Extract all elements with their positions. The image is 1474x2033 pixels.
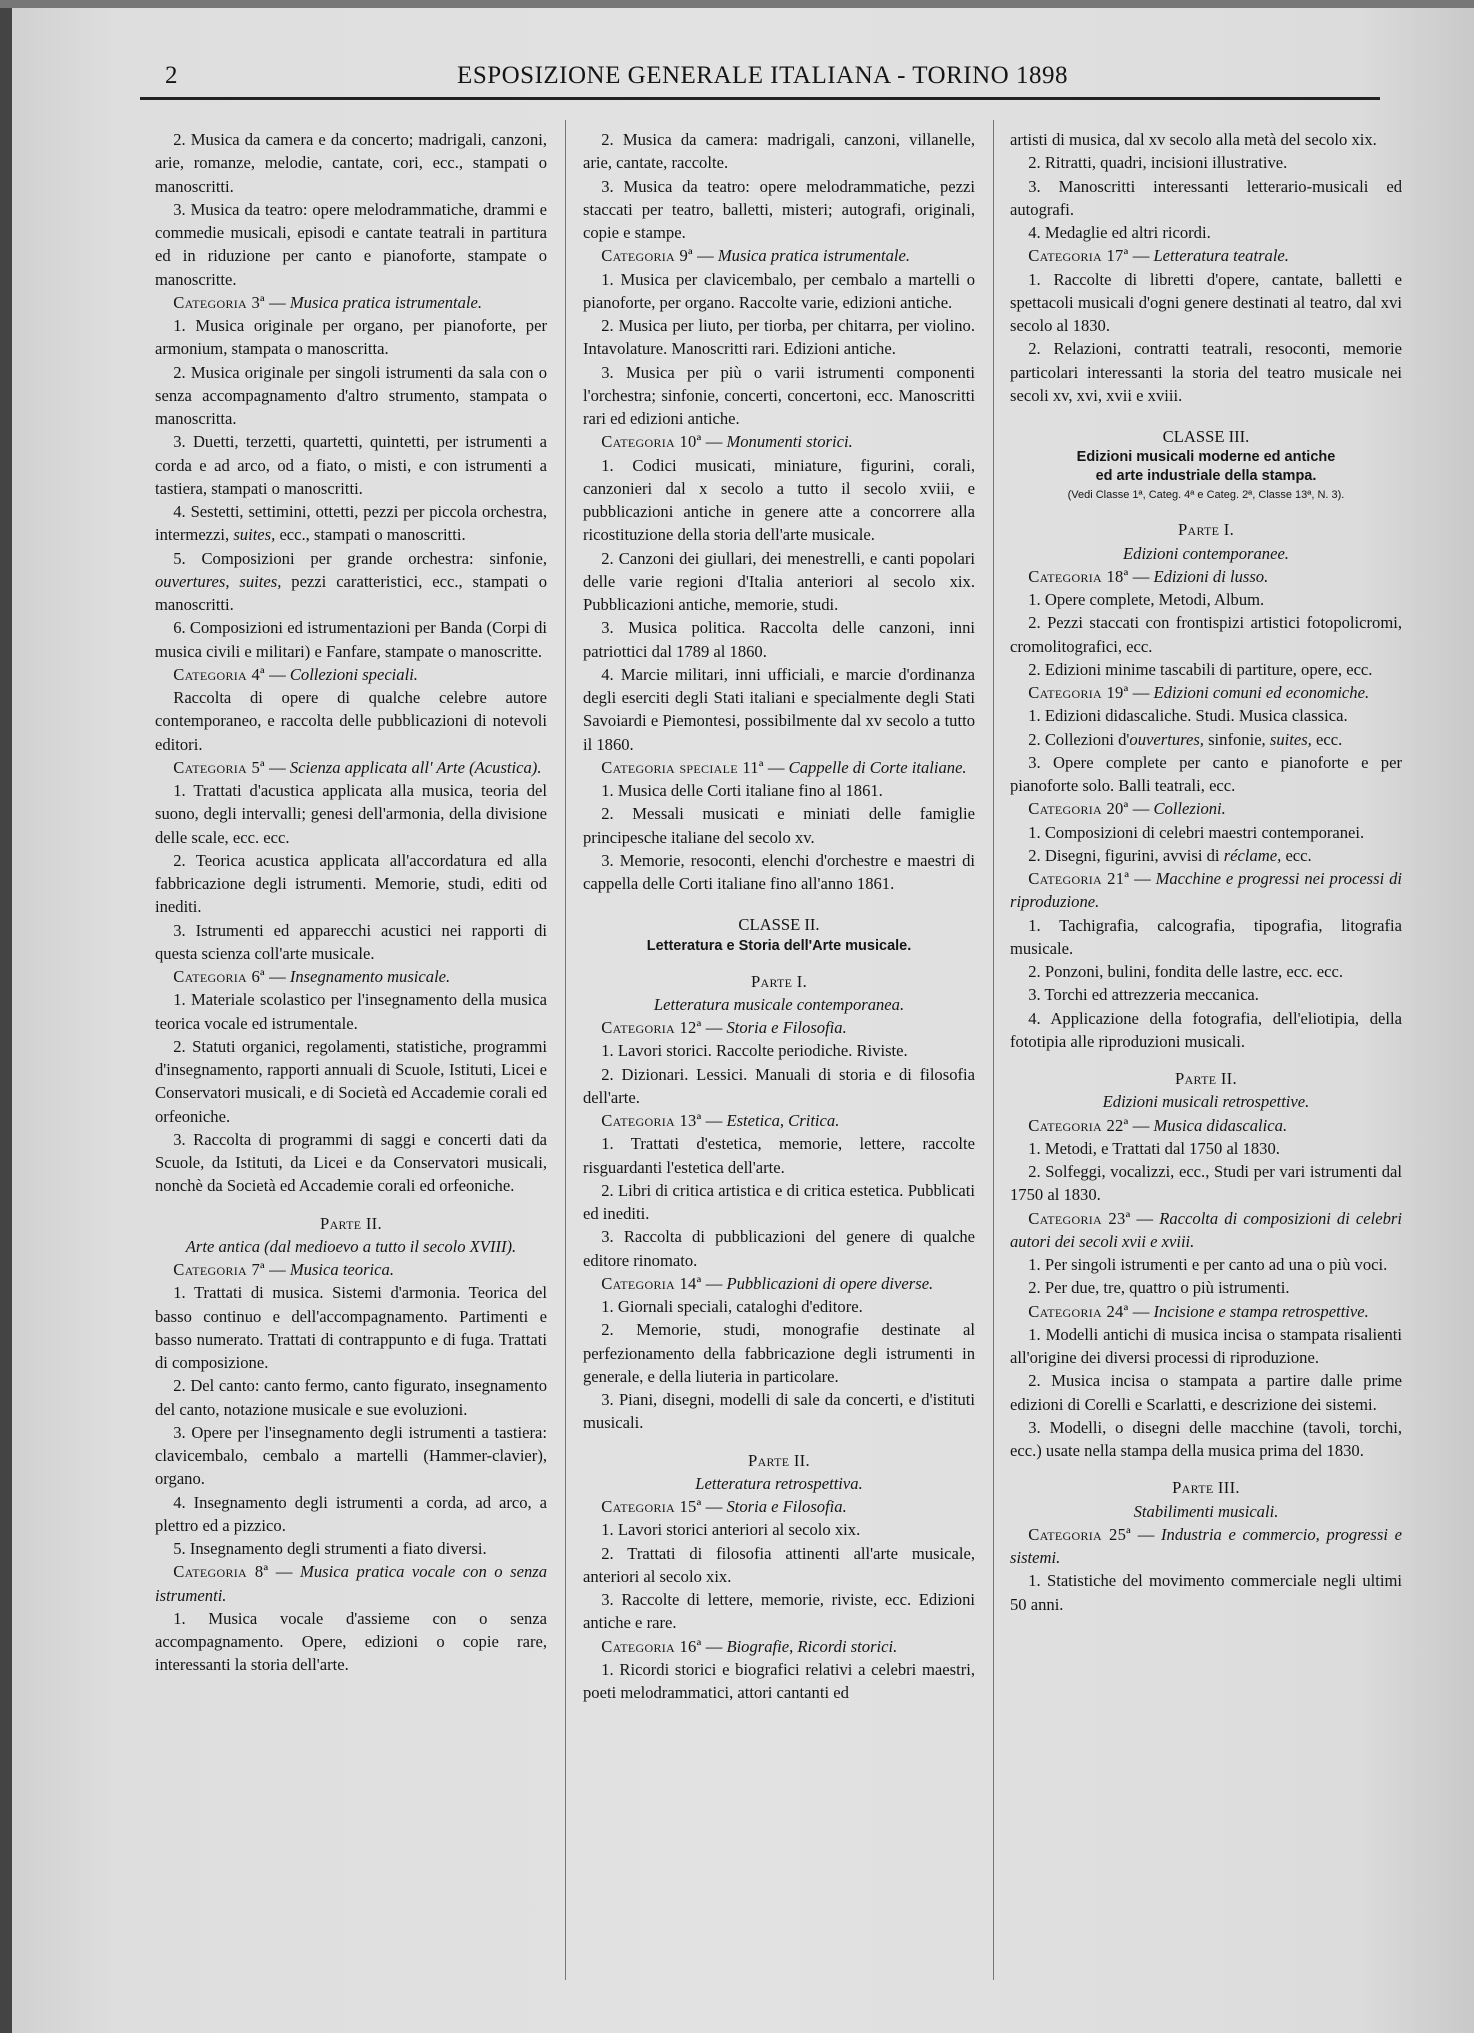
- paragraph: [155, 547, 547, 617]
- category-label: Categoria speciale 11ª: [601, 757, 764, 777]
- category-label: Categoria 16ª: [601, 1636, 702, 1656]
- category-heading: Categoria 12ª — Storia e Filosofia.: [601, 1018, 847, 1037]
- class-label: CLASSE III.: [1162, 427, 1250, 446]
- category-label: Categoria 18ª: [1028, 566, 1129, 586]
- paragraph: 1. Musica delle Corti italiane fino al 1861.: [601, 781, 883, 800]
- category-label: Categoria 15ª: [601, 1497, 702, 1516]
- column-1: [155, 128, 547, 1677]
- paragraph: 3. Duetti, terzetti, quartetti, quintetti, per istrumenti a corda e ad arco, od a fiato, o misti, e con istrumenti a tastiera, stampati o manoscritti.: [155, 432, 547, 498]
- paragraph: 2. Ponzoni, bulini, fondita delle lastre, ecc. ecc.: [1028, 962, 1343, 981]
- paragraph: 3. Raccolta di pubblicazioni del genere di qualche editore rinomato.: [583, 1227, 975, 1270]
- paragraph: 2. Solfeggi, vocalizzi, ecc., Studi per vari istrumenti dal 1750 al 1830.: [1010, 1162, 1402, 1205]
- paragraph: 2. Musica da camera: madrigali, canzoni, villanelle, arie, cantate, raccolte.: [583, 130, 975, 173]
- paragraph: 1. Per singoli istrumenti e per canto ad una o più voci.: [1028, 1255, 1388, 1274]
- category-title: Storia e Filosofia.: [726, 1018, 847, 1037]
- category-title: Industria e commercio, progressi e sistemi.: [1010, 1524, 1402, 1567]
- column-divider: [993, 120, 994, 1980]
- category-heading: Categoria 22ª — Musica didascalica.: [1028, 1115, 1288, 1135]
- paragraph: 3. Torchi ed attrezzeria meccanica.: [1028, 985, 1259, 1005]
- paragraph: 3. Istrumenti ed apparecchi acustici nei rapporti di questa scienza coll'arte musicale.: [155, 920, 547, 963]
- section-label: Parte II.: [748, 1450, 810, 1470]
- category-label: Categoria 23ª: [1028, 1208, 1131, 1228]
- paragraph: 1. Opere complete, Metodi, Album.: [1028, 590, 1265, 609]
- category-title: Estetica, Critica.: [726, 1111, 840, 1130]
- category-title: Incisione e stampa retrospettive.: [1153, 1301, 1369, 1321]
- section-label: Parte II.: [320, 1213, 382, 1233]
- category-title: Pubblicazioni di opere diverse.: [726, 1273, 934, 1293]
- category-label: Categoria 14ª: [601, 1273, 702, 1293]
- text-run: ecc., stampati o manoscritti.: [279, 525, 466, 545]
- category-title: Macchine e progressi nei processi di riproduzione.: [1010, 869, 1402, 912]
- paragraph: 1. Trattati di musica. Sistemi d'armonia. Teorica del basso continuo e dell'accompagnamento. Partimenti e basso numerato. Trattati di contrappunto e di fuga. Trattati di composizione.: [155, 1283, 547, 1372]
- category-heading: Categoria 13ª — Estetica, Critica.: [601, 1111, 840, 1130]
- category-label: Categoria 7ª: [173, 1260, 265, 1279]
- paragraph: 3. Opere complete per canto e pianoforte e per pianoforte solo. Balli teatrali, ecc.: [1010, 752, 1402, 795]
- paragraph: 3. Memorie, resoconti, elenchi d'orchestre e maestri di cappella delle Corti italiane fino all'anno 1861.: [583, 850, 975, 893]
- section-title: Letteratura retrospettiva.: [695, 1473, 863, 1493]
- category-title: Musica teorica.: [289, 1260, 394, 1279]
- category-title: Musica pratica istrumentale.: [717, 246, 911, 266]
- scan-edge-left: [0, 0, 12, 2033]
- class-name: Edizioni musicali moderne ed antiche: [1076, 449, 1336, 466]
- text-run: réclame,: [1223, 845, 1282, 865]
- paragraph: 3. Piani, disegni, modelli di sale da concerti, e d'istituti musicali.: [583, 1390, 975, 1433]
- category-heading: Categoria 19ª — Edizioni comuni ed economiche.: [1028, 683, 1370, 702]
- category-heading: Categoria 6ª — Insegnamento musicale.: [173, 967, 451, 986]
- scan-edge-top: [0, 0, 1474, 8]
- paragraph: 1. Raccolte di libretti d'opere, cantate, balletti e spettacoli musicali d'ogni genere destinati al teatro, dal xvi secolo al 1830.: [1010, 269, 1402, 335]
- paragraph: 3. Raccolta di programmi di saggi e concerti dati da Scuole, da Istituti, da Licei e da Conservatori musicali, nonchè da Società ed Accademie corali ed orfeoniche.: [155, 1129, 547, 1196]
- category-title: Musica pratica vocale con o senza istrumenti.: [155, 1562, 548, 1605]
- category-title: Musica didascalica.: [1153, 1115, 1288, 1135]
- category-heading: Categoria 3ª — Musica pratica istrumentale.: [173, 292, 483, 312]
- category-heading: Categoria 7ª — Musica teorica.: [173, 1260, 394, 1279]
- paragraph: 5. Insegnamento degli strumenti a fiato diversi.: [173, 1539, 487, 1558]
- paragraph: 3. Musica politica. Raccolta delle canzoni, inni patriottici dal 1789 al 1860.: [583, 618, 975, 661]
- paragraph: 2. Statuti organici, regolamenti, statistiche, programmi d'insegnamento, rapporti annuali di Scuole, Istituti, Licei e Conservatori musicali, e di Società ed Accademie corali ed orfeoniche.: [155, 1036, 547, 1126]
- category-label: Categoria 13ª: [601, 1111, 702, 1130]
- paragraph: 3. Manoscritti interessanti letterario-musicali ed autografi.: [1010, 176, 1402, 219]
- category-heading: Categoria 20ª — Collezioni.: [1028, 799, 1226, 819]
- paragraph: 2. Musica incisa o stampata a partire dalle prime edizioni di Corelli e Scarlatti, e descrizione dei sistemi.: [1010, 1371, 1402, 1414]
- section-title: Stabilimenti musicali.: [1133, 1501, 1279, 1521]
- text-run: pezzi caratteristici, ecc., stampati o manoscritti.: [155, 571, 547, 614]
- category-heading: Categoria 4ª — Collezioni speciali.: [173, 664, 418, 684]
- paragraph: 1. Giornali speciali, cataloghi d'editore.: [601, 1297, 863, 1316]
- paragraph: [155, 500, 547, 547]
- category-label: Categoria 8ª: [173, 1562, 269, 1582]
- category-label: Categoria 24ª: [1028, 1301, 1129, 1321]
- category-label: Categoria 4ª: [173, 664, 265, 684]
- category-heading: Categoria speciale 11ª — Cappelle di Corte italiane.: [601, 757, 967, 777]
- paragraph: 2. Messali musicati e miniati delle famiglie principesche italiane del secolo xv.: [583, 804, 975, 847]
- spacer: [1010, 407, 1402, 415]
- paragraph: 1. Musica per clavicembalo, per cembalo a martelli o pianoforte, per organo. Raccolte varie, edizioni antiche.: [583, 269, 975, 312]
- paragraph: 1. Lavori storici. Raccolte periodiche. Riviste.: [601, 1041, 908, 1061]
- category-label: Categoria 19ª: [1028, 683, 1129, 702]
- paragraph: 1. Trattati d'estetica, memorie, lettere, raccolte risguardanti l'estetica dell'arte.: [583, 1134, 975, 1177]
- text-run: sinfonie,: [1208, 729, 1266, 749]
- category-heading: Categoria 25ª — Industria e commercio, progressi e sistemi.: [1010, 1524, 1402, 1567]
- header-rule: [140, 97, 1380, 100]
- paragraph: 2. Edizioni minime tascabili di partiture, opere, ecc.: [1028, 659, 1373, 679]
- category-heading: Categoria 21ª — Macchine e progressi nei processi di riproduzione.: [1010, 869, 1402, 912]
- paragraph: [1010, 728, 1402, 751]
- text-run: 4. Sestetti, settimini, ottetti, pezzi per piccola orchestra, intermezzi,: [155, 502, 547, 545]
- paragraph: 3. Opere per l'insegnamento degli istrumenti a tastiera: clavicembalo, cembalo a martelli (Hammer-clavier), organo.: [155, 1422, 547, 1489]
- paragraph: 1. Musica originale per organo, per pianoforte, per armonium, stampata o manoscritta.: [155, 316, 547, 359]
- paragraph: 2. Per due, tre, quattro o più istrumenti.: [1028, 1278, 1290, 1298]
- category-label: Categoria 25ª: [1028, 1524, 1132, 1544]
- paragraph: 4. Insegnamento degli istrumenti a corda, ad arco, a plettro ed a pizzico.: [155, 1492, 547, 1535]
- category-heading: Categoria 24ª — Incisione e stampa retrospettive.: [1028, 1301, 1369, 1321]
- paragraph: 1. Materiale scolastico per l'insegnamento della musica teorica vocale ed istrumentale.: [155, 990, 547, 1033]
- category-label: Categoria 5ª: [173, 757, 265, 777]
- category-title: Raccolta di composizioni di celebri autori dei secoli xvii e xviii.: [1010, 1208, 1402, 1251]
- paragraph: 4. Marcie militari, inni ufficiali, e marcie d'ordinanza degli eserciti degli Stati italiani e specialmente degli Stati Savoiardi e Piemontesi, possibilmente dal xv secolo a tutto il 1860.: [583, 664, 975, 754]
- paragraph: 2. Musica da camera e da concerto; madrigali, canzoni, arie, romanze, melodie, cantate, cori, ecc., stampati o manoscritti.: [155, 130, 547, 196]
- class-note: (Vedi Classe 1ª, Categ. 4ª e Categ. 2ª, Classe 13ª, N. 3).: [1067, 489, 1345, 502]
- category-label: Categoria 6ª: [173, 967, 265, 986]
- class-label: CLASSE II.: [738, 915, 820, 935]
- paragraph: 1. Codici musicati, miniature, figurini, corali, canzonieri dal x secolo a tutto il secolo xviii, e pubblicazioni antiche in genere atte a concorrere alla ricostituzione della storia dell'arte musicale.: [583, 455, 975, 545]
- category-title: Collezioni speciali.: [289, 664, 418, 684]
- paragraph: 2. Trattati di filosofia attinenti all'arte musicale, anteriori al secolo xix.: [583, 1543, 975, 1586]
- paragraph: 3. Raccolte di lettere, memorie, riviste, ecc. Edizioni antiche e rare.: [583, 1590, 975, 1633]
- page-number: 2: [165, 62, 178, 89]
- section-label: Parte III.: [1172, 1478, 1240, 1498]
- category-heading: Categoria 18ª — Edizioni di lusso.: [1028, 566, 1269, 586]
- paragraph: 2. Pezzi staccati con frontispizi artistici fotopolicromi, cromolitografici, ecc.: [1010, 613, 1402, 656]
- paragraph: 1. Tachigrafia, calcografia, tipografia, litografia musicale.: [1010, 915, 1402, 958]
- section-title: Arte antica (dal medioevo a tutto il secolo XVIII).: [185, 1236, 517, 1256]
- text-run: ecc.: [1315, 729, 1343, 749]
- paragraph: 1. Statistiche del movimento commerciale negli ultimi 50 anni.: [1010, 1571, 1402, 1614]
- column-2: [583, 128, 975, 1704]
- paragraph: 3. Musica da teatro: opere melodrammatiche, pezzi staccati per teatro, balletti, misteri; autografi, originali, copie e stampe.: [583, 176, 975, 242]
- category-title: Edizioni di lusso.: [1153, 566, 1269, 586]
- text-run: suites,: [233, 525, 276, 545]
- category-title: Collezioni.: [1153, 799, 1226, 819]
- column-3: [1010, 128, 1402, 1616]
- section-title: Edizioni contemporanee.: [1123, 543, 1289, 563]
- paragraph: 4. Applicazione della fotografia, dell'eliotipia, della fototipia alle riproduzioni musicali.: [1010, 1008, 1402, 1051]
- paragraph: 2. Memorie, studi, monografie destinate al perfezionamento della fabbricazione degli istrumenti in generale, e della liuteria in particolare.: [583, 1320, 975, 1386]
- section-title: Letteratura musicale contemporanea.: [653, 994, 905, 1014]
- category-title: Storia e Filosofia.: [726, 1497, 847, 1516]
- paragraph: 2. Libri di critica artistica e di critica estetica. Pubblicati ed inediti.: [583, 1180, 975, 1223]
- paragraph: [1010, 844, 1402, 867]
- paragraph: 4. Medaglie ed altri ricordi.: [1028, 223, 1211, 242]
- category-label: Categoria 17ª: [1028, 246, 1129, 266]
- text-run: ecc.: [1285, 845, 1312, 865]
- category-title: Monumenti storici.: [726, 432, 853, 452]
- paragraph: 3. Musica per più o varii istrumenti componenti l'orchestra; sinfonie, concerti, concertoni, ecc. Manoscritti rari ed edizioni antiche.: [583, 362, 975, 428]
- paragraph: 1. Musica vocale d'assieme con o senza accompagnamento. Opere, edizioni o copie rare, interessanti la storia dell'arte.: [155, 1608, 547, 1675]
- paragraph: 1. Lavori storici anteriori al secolo xix.: [601, 1520, 861, 1540]
- category-title: Letteratura teatrale.: [1153, 246, 1289, 266]
- category-label: Categoria 21ª: [1028, 869, 1130, 888]
- paragraph: 2. Del canto: canto fermo, canto figurato, insegnamento del canto, notazione musicale e sue evoluzioni.: [155, 1376, 547, 1419]
- category-title: Edizioni comuni ed economiche.: [1153, 683, 1370, 702]
- header-title: ESPOSIZIONE GENERALE ITALIANA - TORINO 1898: [457, 62, 1068, 89]
- paragraph: 3. Modelli, o disegni delle macchine (tavoli, torchi, ecc.) usate nella stampa della musica prima del 1830.: [1010, 1417, 1402, 1460]
- category-title: Insegnamento musicale.: [289, 967, 451, 986]
- paragraph: 2. Teorica acustica applicata all'accordatura ed alla fabbricazione degli istrumenti. Memorie, studi, editi od inediti.: [155, 850, 547, 917]
- paragraph: 2. Musica originale per singoli istrumenti da sala con o senza accompagnamento d'altro strumento, stampata o manoscritta.: [155, 362, 547, 428]
- text-run: 5. Composizioni per grande orchestra: sinfonie,: [173, 548, 547, 568]
- category-label: Categoria 12ª: [601, 1018, 702, 1037]
- text-run: ouvertures,: [1129, 729, 1204, 749]
- category-heading: Categoria 9ª — Musica pratica istrumentale.: [601, 246, 911, 266]
- section-title: Edizioni musicali retrospettive.: [1102, 1092, 1310, 1112]
- class-name: ed arte industriale della stampa.: [1095, 468, 1317, 485]
- paragraph: 2. Ritratti, quadri, incisioni illustrative.: [1028, 153, 1288, 173]
- category-label: Categoria 22ª: [1028, 1115, 1129, 1135]
- section-label: Parte I.: [1177, 520, 1235, 540]
- spacer: [583, 895, 975, 903]
- category-heading: Categoria 14ª — Pubblicazioni di opere diverse.: [601, 1273, 934, 1293]
- category-heading: Categoria 8ª — Musica pratica vocale con o senza istrumenti.: [155, 1562, 548, 1605]
- paragraph: 6. Composizioni ed istrumentazioni per Banda (Corpi di musica civili e militari) e Fanfare, stampate o manoscritte.: [155, 618, 547, 661]
- category-label: Categoria 3ª: [173, 292, 265, 312]
- text-run: suites,: [1269, 729, 1312, 749]
- paragraph: 1. Edizioni didascaliche. Studi. Musica classica.: [1028, 706, 1348, 726]
- paragraph: 2. Dizionari. Lessici. Manuali di storia e di filosofia dell'arte.: [583, 1064, 975, 1107]
- running-header: [135, 58, 1390, 98]
- category-heading: Categoria 16ª — Biografie, Ricordi storici.: [601, 1636, 898, 1656]
- paragraph: 1. Metodi, e Trattati dal 1750 al 1830.: [1028, 1138, 1280, 1158]
- paragraph: 1. Composizioni di celebri maestri contemporanei.: [1028, 822, 1365, 842]
- category-title: Biografie, Ricordi storici.: [726, 1636, 898, 1656]
- category-title: Musica pratica istrumentale.: [289, 292, 483, 312]
- paragraph: artisti di musica, dal xv secolo alla metà del secolo xix.: [1010, 130, 1377, 149]
- category-heading: Categoria 23ª — Raccolta di composizioni di celebri autori dei secoli xvii e xviii.: [1010, 1208, 1402, 1251]
- text-run: 2. Collezioni d': [1028, 729, 1130, 749]
- text-run: 2. Disegni, figurini, avvisi di: [1028, 845, 1220, 865]
- paragraph: 1. Modelli antichi di musica incisa o stampata risalienti all'origine dei diversi processi di riproduzione.: [1010, 1324, 1402, 1367]
- category-label: Categoria 9ª: [601, 246, 693, 266]
- column-divider: [565, 120, 566, 1980]
- paragraph: Raccolta di opere di qualche celebre autore contemporaneo, e raccolta delle pubblicazioni di notevoli editori.: [155, 688, 547, 754]
- category-title: Scienza applicata all' Arte (Acustica).: [289, 757, 542, 777]
- section-label: Parte II.: [1175, 1069, 1237, 1088]
- category-label: Categoria 10ª: [601, 432, 702, 452]
- category-heading: Categoria 17ª — Letteratura teatrale.: [1028, 246, 1289, 266]
- paragraph: 3. Musica da teatro: opere melodrammatiche, drammi e commedie musicali, episodi e cantate teatrali in partitura ed in riduzione per canto e pianoforte, stampate o manoscritte.: [155, 199, 547, 289]
- paragraph: 1. Ricordi storici e biografici relativi a celebri maestri, poeti melodrammatici, attori cantanti ed: [583, 1659, 975, 1702]
- paragraph: 2. Musica per liuto, per tiorba, per chitarra, per violino. Intavolature. Manoscritti rari. Edizioni antiche.: [583, 316, 975, 359]
- category-heading: Categoria 15ª — Storia e Filosofia.: [601, 1497, 847, 1516]
- paragraph: 1. Trattati d'acustica applicata alla musica, teoria del suono, degli intervalli; genesi dell'armonia, della divisione delle scale, ecc. ecc.: [155, 781, 547, 847]
- category-heading: Categoria 10ª — Monumenti storici.: [601, 432, 853, 452]
- paragraph: 2. Relazioni, contratti teatrali, resoconti, memorie particolari interessanti la storia del teatro musicale nei secoli xv, xvi, xvii e xviii.: [1010, 339, 1402, 405]
- category-heading: Categoria 5ª — Scienza applicata all' Arte (Acustica).: [173, 757, 542, 777]
- class-name: Letteratura e Storia dell'Arte musicale.: [646, 937, 912, 954]
- category-label: Categoria 20ª: [1028, 799, 1129, 819]
- text-run: ouvertures, suites,: [155, 571, 282, 591]
- paragraph: 2. Canzoni dei giullari, dei menestrelli, e canti popolari delle varie regioni d'Italia anteriori al secolo xix. Pubblicazioni antiche, memorie, studi.: [583, 548, 975, 614]
- category-title: Cappelle di Corte italiane.: [788, 757, 967, 777]
- section-label: Parte I.: [750, 971, 808, 991]
